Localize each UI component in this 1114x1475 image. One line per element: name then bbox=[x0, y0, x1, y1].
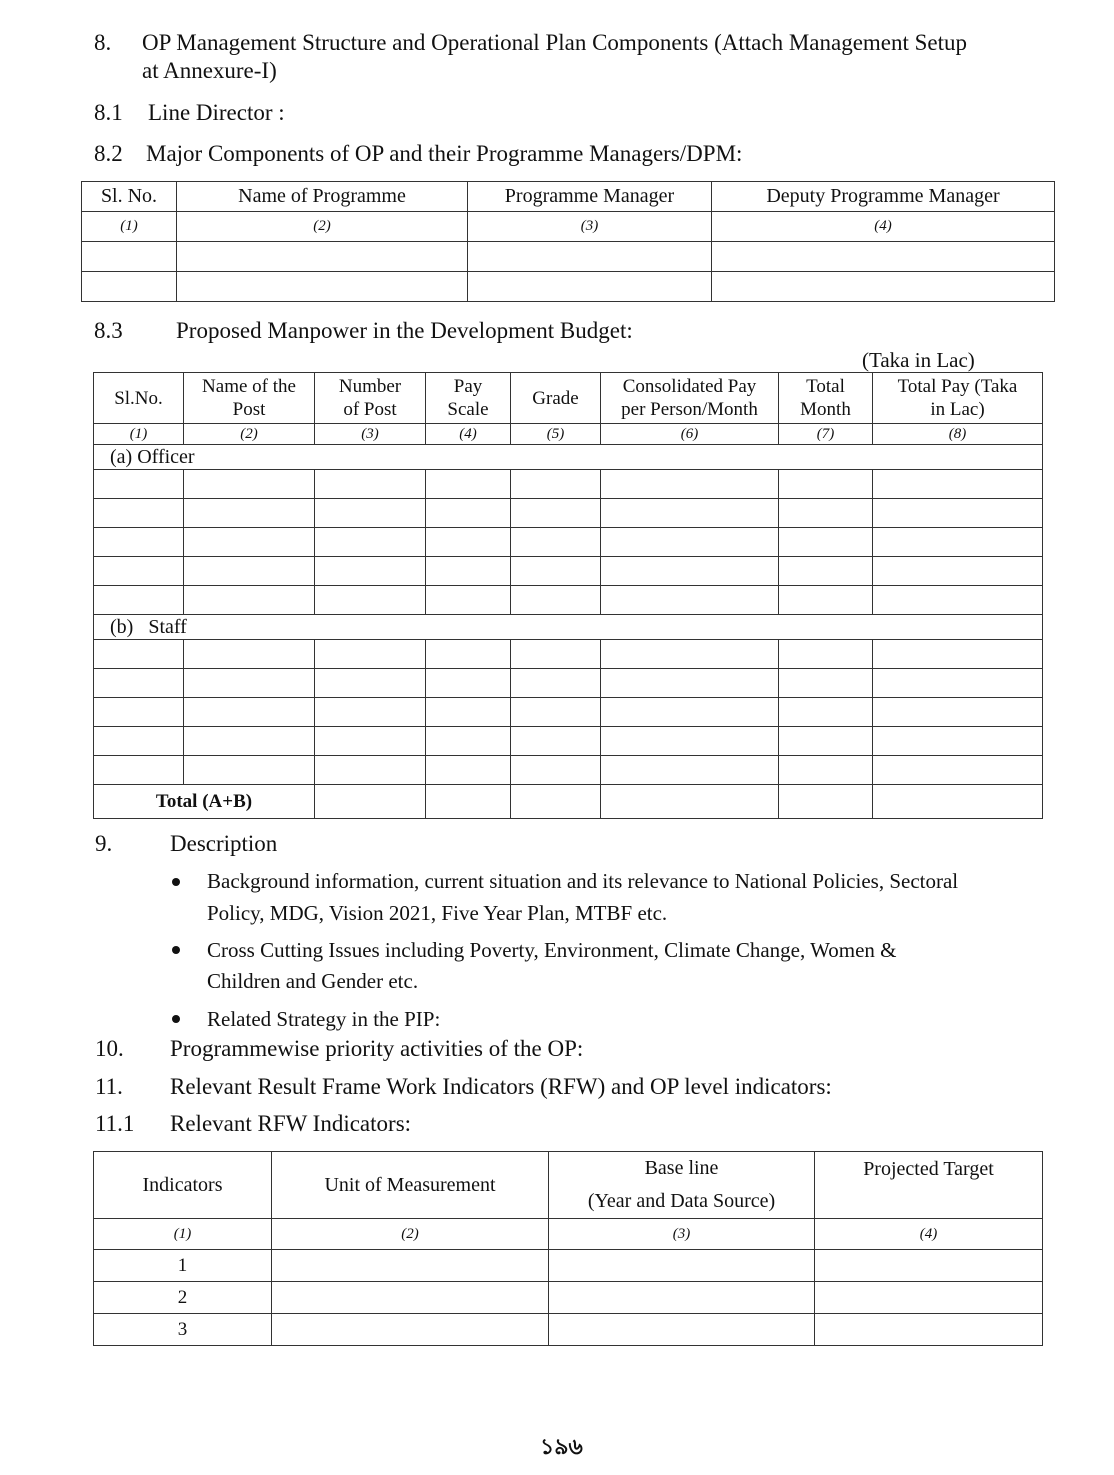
col-number: (4) bbox=[815, 1219, 1043, 1250]
table-cell[interactable] bbox=[184, 727, 315, 756]
table-row bbox=[94, 470, 1043, 499]
table-row bbox=[94, 557, 1043, 586]
table-header-row bbox=[82, 182, 1055, 212]
group-a-officer-row bbox=[94, 445, 1043, 470]
table-cell[interactable] bbox=[315, 557, 426, 586]
header-text: of Post bbox=[343, 399, 397, 420]
line-director-label: Line Director : bbox=[148, 100, 285, 125]
header-text: Name of the bbox=[202, 376, 296, 397]
bullet-2-line1: Cross Cutting Issues including Poverty, Environment, Climate Change, Women & bbox=[207, 938, 897, 962]
col-number: (5) bbox=[511, 424, 601, 445]
table-cell[interactable] bbox=[426, 499, 511, 528]
table-cell[interactable] bbox=[601, 586, 779, 615]
header-text: Total Pay (Taka bbox=[897, 376, 1018, 397]
table-cell[interactable] bbox=[601, 698, 779, 727]
header-projected-target: Projected Target bbox=[815, 1152, 1043, 1219]
section-8-title-line2: at Annexure-I) bbox=[142, 58, 277, 83]
group-b-staff-row bbox=[94, 615, 1043, 640]
table-cell[interactable] bbox=[272, 1314, 549, 1346]
table-cell[interactable] bbox=[712, 242, 1055, 272]
table-cell[interactable] bbox=[601, 528, 779, 557]
col-number: (4) bbox=[426, 424, 511, 445]
table-cell[interactable] bbox=[94, 586, 184, 615]
table-cell[interactable] bbox=[601, 756, 779, 785]
table-cell[interactable] bbox=[177, 242, 468, 272]
table-cell[interactable] bbox=[184, 669, 315, 698]
col-number: (7) bbox=[779, 424, 873, 445]
rfw-indicators-table bbox=[93, 1151, 1043, 1346]
table-cell[interactable] bbox=[184, 528, 315, 557]
table-cell[interactable] bbox=[184, 640, 315, 669]
group-a-officer-label: (a) Officer bbox=[94, 445, 1043, 470]
header-text: Sl.No. bbox=[114, 387, 163, 409]
table-cell[interactable] bbox=[873, 698, 1043, 727]
table-cell[interactable] bbox=[511, 669, 601, 698]
table-row bbox=[94, 1314, 1043, 1346]
table-cell[interactable] bbox=[549, 1250, 815, 1282]
table-cell[interactable] bbox=[549, 1314, 815, 1346]
header-text: in Lac) bbox=[930, 399, 985, 420]
header-text: Total bbox=[806, 376, 845, 397]
table-cell[interactable] bbox=[94, 528, 184, 557]
header-text: Scale bbox=[447, 399, 489, 420]
table-cell[interactable] bbox=[94, 640, 184, 669]
group-b-staff-label: (b) Staff bbox=[94, 615, 1043, 640]
col-number: (2) bbox=[184, 424, 315, 445]
table-row bbox=[94, 640, 1043, 669]
table-cell[interactable] bbox=[94, 669, 184, 698]
table-cell[interactable] bbox=[779, 669, 873, 698]
table-cell[interactable] bbox=[426, 586, 511, 615]
col-number: (1) bbox=[94, 1219, 272, 1250]
section-8-2-number: 8.2 bbox=[94, 141, 123, 166]
table-cell[interactable] bbox=[779, 727, 873, 756]
table-cell[interactable] bbox=[315, 785, 426, 819]
table-cell[interactable] bbox=[779, 698, 873, 727]
table-cell[interactable] bbox=[601, 785, 779, 819]
header-consolidated-pay bbox=[601, 373, 779, 424]
table-cell[interactable] bbox=[426, 528, 511, 557]
table-cell[interactable] bbox=[184, 557, 315, 586]
table-cell[interactable] bbox=[315, 727, 426, 756]
indicator-number: 3 bbox=[94, 1314, 272, 1346]
table-cell[interactable] bbox=[511, 528, 601, 557]
header-indicators: Indicators bbox=[94, 1152, 272, 1219]
column-number-row bbox=[82, 212, 1055, 242]
table-cell[interactable] bbox=[601, 669, 779, 698]
table-cell[interactable] bbox=[94, 499, 184, 528]
header-programme-manager: Programme Manager bbox=[468, 182, 712, 212]
header-pay-scale bbox=[426, 373, 511, 424]
table-row bbox=[82, 242, 1055, 272]
section-11-number: 11. bbox=[95, 1074, 123, 1099]
table-cell[interactable] bbox=[184, 698, 315, 727]
header-name-of-programme: Name of Programme bbox=[177, 182, 468, 212]
table-cell[interactable] bbox=[82, 242, 177, 272]
table-cell[interactable] bbox=[873, 528, 1043, 557]
section-8-title-line1: OP Management Structure and Operational Plan Components (Attach Management Setup bbox=[142, 30, 968, 55]
table-cell[interactable] bbox=[873, 470, 1043, 499]
table-cell[interactable] bbox=[82, 272, 177, 302]
table-cell[interactable] bbox=[94, 557, 184, 586]
table-cell[interactable] bbox=[426, 470, 511, 499]
section-8-3-label: Proposed Manpower in the Development Budget: bbox=[176, 318, 633, 343]
table-cell[interactable] bbox=[468, 272, 712, 302]
table-cell[interactable] bbox=[315, 499, 426, 528]
header-text: Consolidated Pay bbox=[622, 376, 757, 397]
table-cell[interactable] bbox=[873, 640, 1043, 669]
table-cell[interactable] bbox=[184, 470, 315, 499]
header-text: Month bbox=[800, 399, 851, 420]
table-cell[interactable] bbox=[712, 272, 1055, 302]
table-cell[interactable] bbox=[511, 727, 601, 756]
table-cell[interactable] bbox=[779, 640, 873, 669]
bullet-3-line1: Related Strategy in the PIP: bbox=[207, 1007, 441, 1031]
section-9-title: Description bbox=[170, 831, 278, 856]
table-cell[interactable] bbox=[94, 756, 184, 785]
col-number: (3) bbox=[549, 1219, 815, 1250]
col-number: (4) bbox=[712, 212, 1055, 242]
table-header-row bbox=[94, 1152, 1043, 1219]
col-number: (2) bbox=[272, 1219, 549, 1250]
table-cell[interactable] bbox=[779, 499, 873, 528]
table-cell[interactable] bbox=[426, 669, 511, 698]
col-number: (1) bbox=[82, 212, 177, 242]
table-cell[interactable] bbox=[873, 586, 1043, 615]
section-8-1-number: 8.1 bbox=[94, 100, 123, 125]
page-number: ১৯৬ bbox=[540, 1435, 583, 1460]
table-row bbox=[94, 1282, 1043, 1314]
section-8-3-number: 8.3 bbox=[94, 318, 123, 343]
column-number-row bbox=[94, 424, 1043, 445]
col-number: (1) bbox=[94, 424, 184, 445]
table-cell[interactable] bbox=[315, 586, 426, 615]
table-row bbox=[94, 669, 1043, 698]
table-cell[interactable] bbox=[511, 756, 601, 785]
total-row bbox=[94, 785, 1043, 819]
header-text: Post bbox=[232, 399, 266, 420]
header-grade bbox=[511, 373, 601, 424]
table-cell[interactable] bbox=[426, 698, 511, 727]
table-cell[interactable] bbox=[272, 1282, 549, 1314]
table-cell[interactable] bbox=[873, 557, 1043, 586]
table-cell[interactable] bbox=[94, 470, 184, 499]
taka-in-lac-note: (Taka in Lac) bbox=[862, 348, 975, 372]
section-11-1-label: Relevant RFW Indicators: bbox=[170, 1111, 412, 1136]
header-baseline-sub: (Year and Data Source) bbox=[587, 1190, 776, 1212]
manpower-table bbox=[93, 372, 1043, 819]
col-number: (2) bbox=[177, 212, 468, 242]
table-row bbox=[94, 756, 1043, 785]
header-text: Number bbox=[338, 376, 402, 397]
table-cell[interactable] bbox=[873, 727, 1043, 756]
table-cell[interactable] bbox=[873, 785, 1043, 819]
table-cell[interactable] bbox=[315, 698, 426, 727]
table-cell[interactable] bbox=[468, 242, 712, 272]
table-cell[interactable] bbox=[815, 1282, 1043, 1314]
table-cell[interactable] bbox=[511, 640, 601, 669]
table-cell[interactable] bbox=[94, 698, 184, 727]
table-cell[interactable] bbox=[601, 470, 779, 499]
col-number: (3) bbox=[468, 212, 712, 242]
header-total-pay bbox=[873, 373, 1043, 424]
col-number: (8) bbox=[873, 424, 1043, 445]
table-cell[interactable] bbox=[426, 557, 511, 586]
table-cell[interactable] bbox=[601, 499, 779, 528]
table-row bbox=[94, 1250, 1043, 1282]
section-11-label: Relevant Result Frame Work Indicators (RFW) and OP level indicators: bbox=[170, 1074, 832, 1099]
header-baseline bbox=[549, 1152, 815, 1219]
header-text: Pay bbox=[453, 376, 483, 397]
table-cell[interactable] bbox=[184, 586, 315, 615]
table-row bbox=[94, 528, 1043, 557]
col-number: (6) bbox=[601, 424, 779, 445]
table-cell[interactable] bbox=[601, 727, 779, 756]
table-cell[interactable] bbox=[815, 1314, 1043, 1346]
bullet-icon bbox=[172, 1015, 180, 1023]
table-cell[interactable] bbox=[815, 1250, 1043, 1282]
table-cell[interactable] bbox=[601, 640, 779, 669]
section-8-2-label: Major Components of OP and their Programme Managers/DPM: bbox=[146, 141, 743, 166]
table-cell[interactable] bbox=[177, 272, 468, 302]
section-11-1-number: 11.1 bbox=[95, 1111, 135, 1136]
table-cell[interactable] bbox=[426, 727, 511, 756]
table-cell[interactable] bbox=[315, 470, 426, 499]
bullet-2-line2: Children and Gender etc. bbox=[207, 969, 419, 993]
bullet-1-line1: Background information, current situation and its relevance to National Policies, Sectoral bbox=[207, 869, 959, 893]
table-cell[interactable] bbox=[873, 499, 1043, 528]
section-10-number: 10. bbox=[95, 1036, 124, 1061]
header-sl-no bbox=[94, 373, 184, 424]
header-number-of-post bbox=[315, 373, 426, 424]
col-number: (3) bbox=[315, 424, 426, 445]
table-cell[interactable] bbox=[184, 756, 315, 785]
indicator-number: 1 bbox=[94, 1250, 272, 1282]
table-cell[interactable] bbox=[873, 756, 1043, 785]
table-row bbox=[94, 499, 1043, 528]
header-deputy-programme-manager: Deputy Programme Manager bbox=[712, 182, 1055, 212]
table-cell[interactable] bbox=[184, 499, 315, 528]
table-cell[interactable] bbox=[315, 640, 426, 669]
section-10-label: Programmewise priority activities of the OP: bbox=[170, 1036, 584, 1061]
table-cell[interactable] bbox=[426, 785, 511, 819]
table-row bbox=[94, 727, 1043, 756]
table-cell[interactable] bbox=[511, 698, 601, 727]
header-name-of-post bbox=[184, 373, 315, 424]
programme-managers-table bbox=[81, 181, 1055, 302]
table-cell[interactable] bbox=[315, 669, 426, 698]
table-cell[interactable] bbox=[315, 528, 426, 557]
table-row bbox=[82, 272, 1055, 302]
section-8-number: 8. bbox=[94, 30, 112, 55]
bullet-1-line2: Policy, MDG, Vision 2021, Five Year Plan, MTBF etc. bbox=[207, 901, 668, 925]
table-cell[interactable] bbox=[272, 1250, 549, 1282]
column-number-row bbox=[94, 1219, 1043, 1250]
header-sl-no: Sl. No. bbox=[82, 182, 177, 212]
section-9-number: 9. bbox=[95, 831, 113, 856]
table-cell[interactable] bbox=[511, 586, 601, 615]
table-cell[interactable] bbox=[779, 557, 873, 586]
header-total-month bbox=[779, 373, 873, 424]
bullet-icon bbox=[172, 946, 180, 954]
table-cell[interactable] bbox=[601, 557, 779, 586]
header-text: per Person/Month bbox=[621, 399, 758, 420]
table-cell[interactable] bbox=[873, 669, 1043, 698]
table-cell[interactable] bbox=[779, 470, 873, 499]
table-cell[interactable] bbox=[511, 499, 601, 528]
table-cell[interactable] bbox=[779, 756, 873, 785]
total-label: Total (A+B) bbox=[94, 785, 315, 819]
table-cell[interactable] bbox=[549, 1282, 815, 1314]
indicator-number: 2 bbox=[94, 1282, 272, 1314]
table-cell[interactable] bbox=[779, 785, 873, 819]
header-unit-of-measurement: Unit of Measurement bbox=[272, 1152, 549, 1219]
table-cell[interactable] bbox=[426, 640, 511, 669]
table-cell[interactable] bbox=[779, 586, 873, 615]
header-text: Grade bbox=[532, 387, 579, 409]
bullet-icon bbox=[172, 878, 180, 886]
table-cell[interactable] bbox=[779, 528, 873, 557]
table-cell[interactable] bbox=[315, 756, 426, 785]
header-baseline-title: Base line bbox=[644, 1157, 719, 1179]
table-cell[interactable] bbox=[94, 727, 184, 756]
table-row bbox=[94, 586, 1043, 615]
table-cell[interactable] bbox=[511, 557, 601, 586]
table-row bbox=[94, 698, 1043, 727]
table-cell[interactable] bbox=[511, 470, 601, 499]
table-cell[interactable] bbox=[426, 756, 511, 785]
table-cell[interactable] bbox=[511, 785, 601, 819]
table-header-row bbox=[94, 373, 1043, 424]
